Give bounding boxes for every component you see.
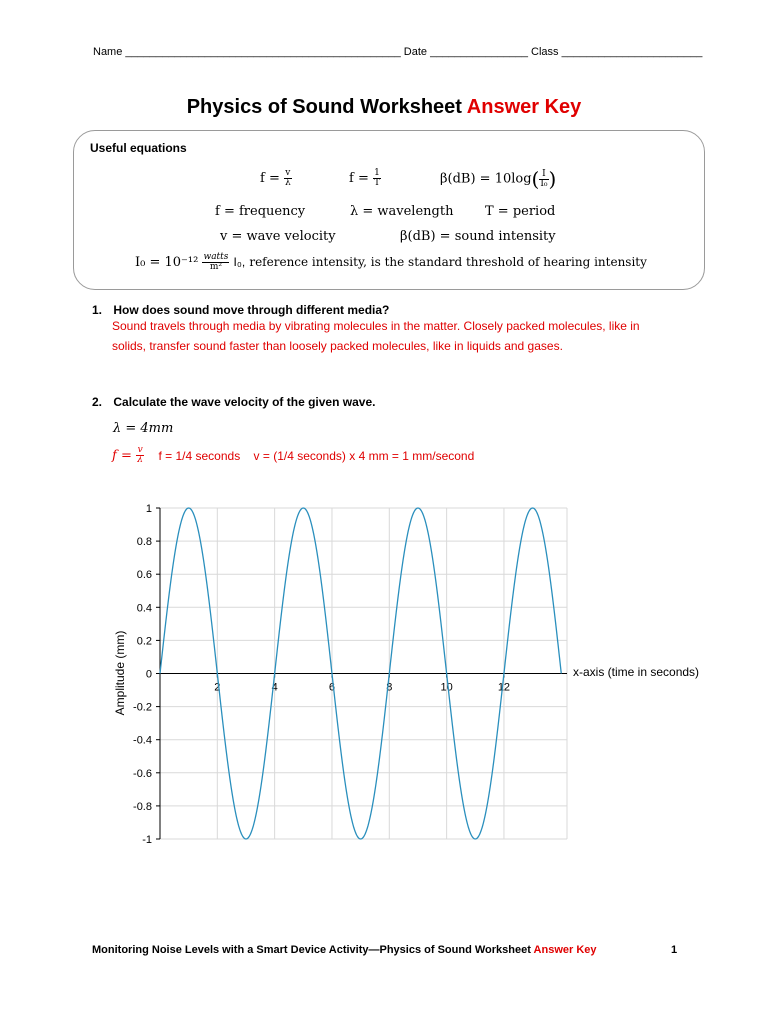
y-tick-label: 1 xyxy=(145,503,152,515)
def-frequency: f = frequency xyxy=(215,204,306,219)
eq3-num: I xyxy=(539,170,548,180)
date-label: Date xyxy=(403,46,428,58)
title-main: Physics of Sound Worksheet xyxy=(186,96,462,118)
q2-formula-den: λ xyxy=(137,455,144,465)
eq1-num: v xyxy=(285,168,291,178)
eq2-num: 1 xyxy=(374,168,380,178)
def-intensity: β(dB) = sound intensity xyxy=(400,229,556,244)
title-answer-key: Answer Key xyxy=(466,96,582,118)
eq3-den: I₀ xyxy=(540,178,548,189)
x-tick-label: 4 xyxy=(271,681,278,694)
footer-text: Monitoring Noise Levels with a Smart Device Activity—Physics of Sound Worksheet xyxy=(92,944,531,956)
x-tick-label: 6 xyxy=(328,681,336,694)
name-field[interactable]: _____________________________________________ xyxy=(125,46,401,58)
name-label: Name xyxy=(93,46,123,58)
y-tick-label: 0.6 xyxy=(136,569,152,582)
y-tick-label: 0 xyxy=(145,668,152,681)
equations-heading: Useful equations xyxy=(90,141,187,155)
eq2-lhs: f = xyxy=(349,171,369,186)
q2-text: Calculate the wave velocity of the given wave. xyxy=(113,395,376,409)
footer xyxy=(92,944,597,956)
ref-num: watts xyxy=(203,252,229,262)
ref-lhs: I₀ = 10⁻¹² xyxy=(135,255,199,270)
footer-answer-key: Answer Key xyxy=(533,944,597,956)
q2-answer: f = 1/4 seconds v = (1/4 seconds) x 4 mm = 1 mm/second xyxy=(158,448,475,463)
y-tick-label: -0.8 xyxy=(133,800,152,813)
x-axis-label: x-axis (time in seconds) xyxy=(573,665,700,679)
x-tick-label: 10 xyxy=(440,681,453,694)
eq2-den: T xyxy=(373,178,380,188)
y-tick-label: 0.8 xyxy=(136,536,152,549)
y-axis-label: Amplitude (mm) xyxy=(113,630,127,716)
q1-answer-line1: Sound travels through media by vibrating molecules in the matter. Closely packed molecules, like in xyxy=(112,319,640,333)
q2-given: λ = 4mm xyxy=(113,421,174,436)
x-tick-label: 12 xyxy=(497,681,511,694)
y-tick-label: 0.4 xyxy=(136,602,152,615)
ref-den: m² xyxy=(209,262,223,272)
def-wavelength: λ = wavelength xyxy=(350,204,454,219)
y-tick-label: -0.2 xyxy=(133,701,152,714)
q2-formula-num: v xyxy=(137,445,143,455)
date-field[interactable]: ________________ xyxy=(430,46,528,58)
q1-answer-line2: solids, transfer sound faster than loosely packed molecules, like in liquids and gases. xyxy=(112,339,563,353)
x-tick-label: 2 xyxy=(214,681,221,694)
ref-text: reference intensity, is the standard threshold of hearing intensity xyxy=(249,255,647,269)
y-tick-label: 0.2 xyxy=(136,635,152,648)
def-velocity: v = wave velocity xyxy=(220,229,336,244)
page-number: 1 xyxy=(671,944,678,956)
y-tick-label: -0.6 xyxy=(133,767,152,780)
q1-number: 1. xyxy=(92,303,103,317)
eq1-lhs: f = xyxy=(260,171,280,186)
q2-number: 2. xyxy=(92,395,103,409)
class-field[interactable]: _______________________ xyxy=(561,46,703,58)
chart-axes xyxy=(160,508,567,839)
paren-close: ) xyxy=(548,167,557,191)
ref-mid: I₀, xyxy=(233,255,246,269)
q2-formula-lhs: f = xyxy=(112,448,132,464)
y-tick-label: -1 xyxy=(142,834,152,846)
x-tick-label: 8 xyxy=(386,681,393,694)
paren-open: ( xyxy=(531,167,540,191)
y-tick-label: -0.4 xyxy=(133,734,152,747)
q1-text: How does sound move through different media? xyxy=(113,303,390,317)
class-label: Class xyxy=(531,46,559,58)
eq3-lhs: β(dB) = 10log xyxy=(440,171,532,187)
def-period: T = period xyxy=(485,204,556,219)
eq1-den: λ xyxy=(284,178,291,188)
chart-ticks xyxy=(133,503,510,846)
